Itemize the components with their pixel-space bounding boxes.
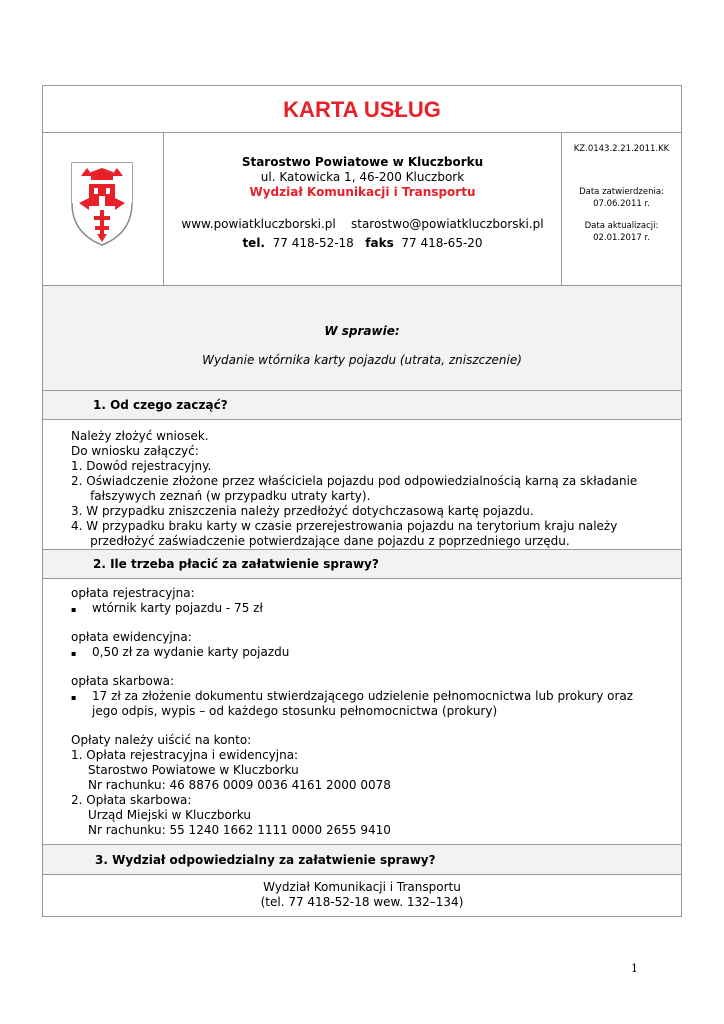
account-1-title: 1. Opłata rejestracyjna i ewidencyjna: <box>71 748 299 762</box>
approval-date: 07.06.2011 r. <box>593 199 650 209</box>
department-name: Wydział Komunikacji i Transportu <box>249 185 476 199</box>
update-label: Data aktualizacji: <box>584 221 659 231</box>
list-item: przedłożyć zaświadczenie potwierdzające dane pojazdu z poprzedniego urzędu. <box>71 534 570 548</box>
evid-fee-label: opłata ewidencyjna: <box>71 630 192 644</box>
list-item: 1. Dowód rejestracyjny. <box>71 459 212 473</box>
office-address: ul. Katowicka 1, 46-200 Kluczbork <box>260 170 465 184</box>
stamp-fee-item-line1: 17 zł za złożenie dokumentu stwierdzającego udzielenie pełnomocnictwa lub prokury oraz <box>92 689 634 703</box>
section-1-content <box>43 420 681 550</box>
office-info-cell <box>164 133 562 285</box>
list-item: 4. W przypadku braku karty w czasie przerejestrowania pojazdu na terytorium kraju należy <box>71 519 618 533</box>
office-name: Starostwo Powiatowe w Kluczborku <box>241 155 484 169</box>
tel-number: 77 418-52-18 <box>272 236 354 250</box>
page-title: KARTA USŁUG <box>283 97 441 122</box>
stamp-fee-item-line2: jego odpis, wypis – od każdego stosunku pełnomocnictwa (prokury) <box>92 704 498 718</box>
square-bullet-icon: ▪ <box>71 693 77 702</box>
section-3-heading <box>43 845 681 875</box>
coat-of-arms-icon <box>67 158 137 248</box>
tel-label: tel. <box>242 236 265 250</box>
list-item: 2. Oświadczenie złożone przez właściciela pojazdu pod odpowiedzialnością karną za składanie <box>71 474 638 488</box>
section-2-heading <box>43 550 681 579</box>
reg-fee-item: wtórnik karty pojazdu - 75 zł <box>92 601 263 615</box>
account-2-name: Urząd Miejski w Kluczborku <box>88 808 251 822</box>
list-item: Do wniosku załączyć: <box>71 444 199 458</box>
logo-cell <box>43 133 164 285</box>
section-2-content <box>43 579 681 845</box>
stamp-fee-label: opłata skarbowa: <box>71 674 175 688</box>
header-row <box>43 133 681 286</box>
section-1-title: 1. Od czego zacząć? <box>93 398 228 412</box>
reg-fee-label: opłata rejestracyjna: <box>71 586 195 600</box>
update-date: 02.01.2017 r. <box>593 233 650 243</box>
account-intro: Opłaty należy uiścić na konto: <box>71 733 252 747</box>
subject-text: Wydanie wtórnika karty pojazdu (utrata, zniszczenie) <box>202 353 522 367</box>
email-link[interactable]: starostwo@powiatkluczborski.pl <box>350 217 544 231</box>
website-link[interactable]: www.powiatkluczborski.pl <box>181 217 336 231</box>
title-row <box>43 86 681 133</box>
responsible-dept: Wydział Komunikacji i Transportu <box>263 880 461 894</box>
section-2-title: 2. Ile trzeba płacić za załatwienie sprawy? <box>93 557 379 571</box>
approval-block <box>562 186 681 210</box>
responsible-phone: (tel. 77 418-52-18 wew. 132–134) <box>260 895 464 909</box>
section-3-content <box>43 875 681 918</box>
subject-label: W sprawie: <box>324 324 400 338</box>
list-item: Należy złożyć wniosek. <box>71 429 209 443</box>
fax-number: 77 418-65-20 <box>401 236 483 250</box>
list-item: fałszywych zeznań (w przypadku utraty karty). <box>71 489 371 503</box>
service-card-document <box>42 85 682 917</box>
list-item: 3. W przypadku zniszczenia należy przedłożyć dotychczasową kartę pojazdu. <box>71 504 534 518</box>
account-1-name: Starostwo Powiatowe w Kluczborku <box>88 763 299 777</box>
update-block <box>562 220 681 244</box>
account-2-number: Nr rachunku: 55 1240 1662 1111 0000 2655 9410 <box>88 823 391 837</box>
fax-label: faks <box>365 236 394 250</box>
evid-fee-item: 0,50 zł za wydanie karty pojazdu <box>92 645 290 659</box>
page-number: 1 <box>631 962 638 975</box>
contact-web-email <box>164 217 561 231</box>
approval-label: Data zatwierdzenia: <box>579 187 664 197</box>
contact-phones <box>164 236 561 250</box>
account-2-title: 2. Opłata skarbowa: <box>71 793 192 807</box>
section-3-title: 3. Wydział odpowiedzialny za załatwienie sprawy? <box>95 853 436 867</box>
section-1-heading <box>43 391 681 420</box>
account-1-number: Nr rachunku: 46 8876 0009 0036 4161 2000 0078 <box>88 778 391 792</box>
square-bullet-icon: ▪ <box>71 649 77 658</box>
doc-code: KZ.0143.2.21.2011.KK <box>573 144 670 154</box>
square-bullet-icon: ▪ <box>71 605 77 614</box>
subject-row <box>43 286 681 391</box>
doc-meta-cell <box>562 133 681 285</box>
